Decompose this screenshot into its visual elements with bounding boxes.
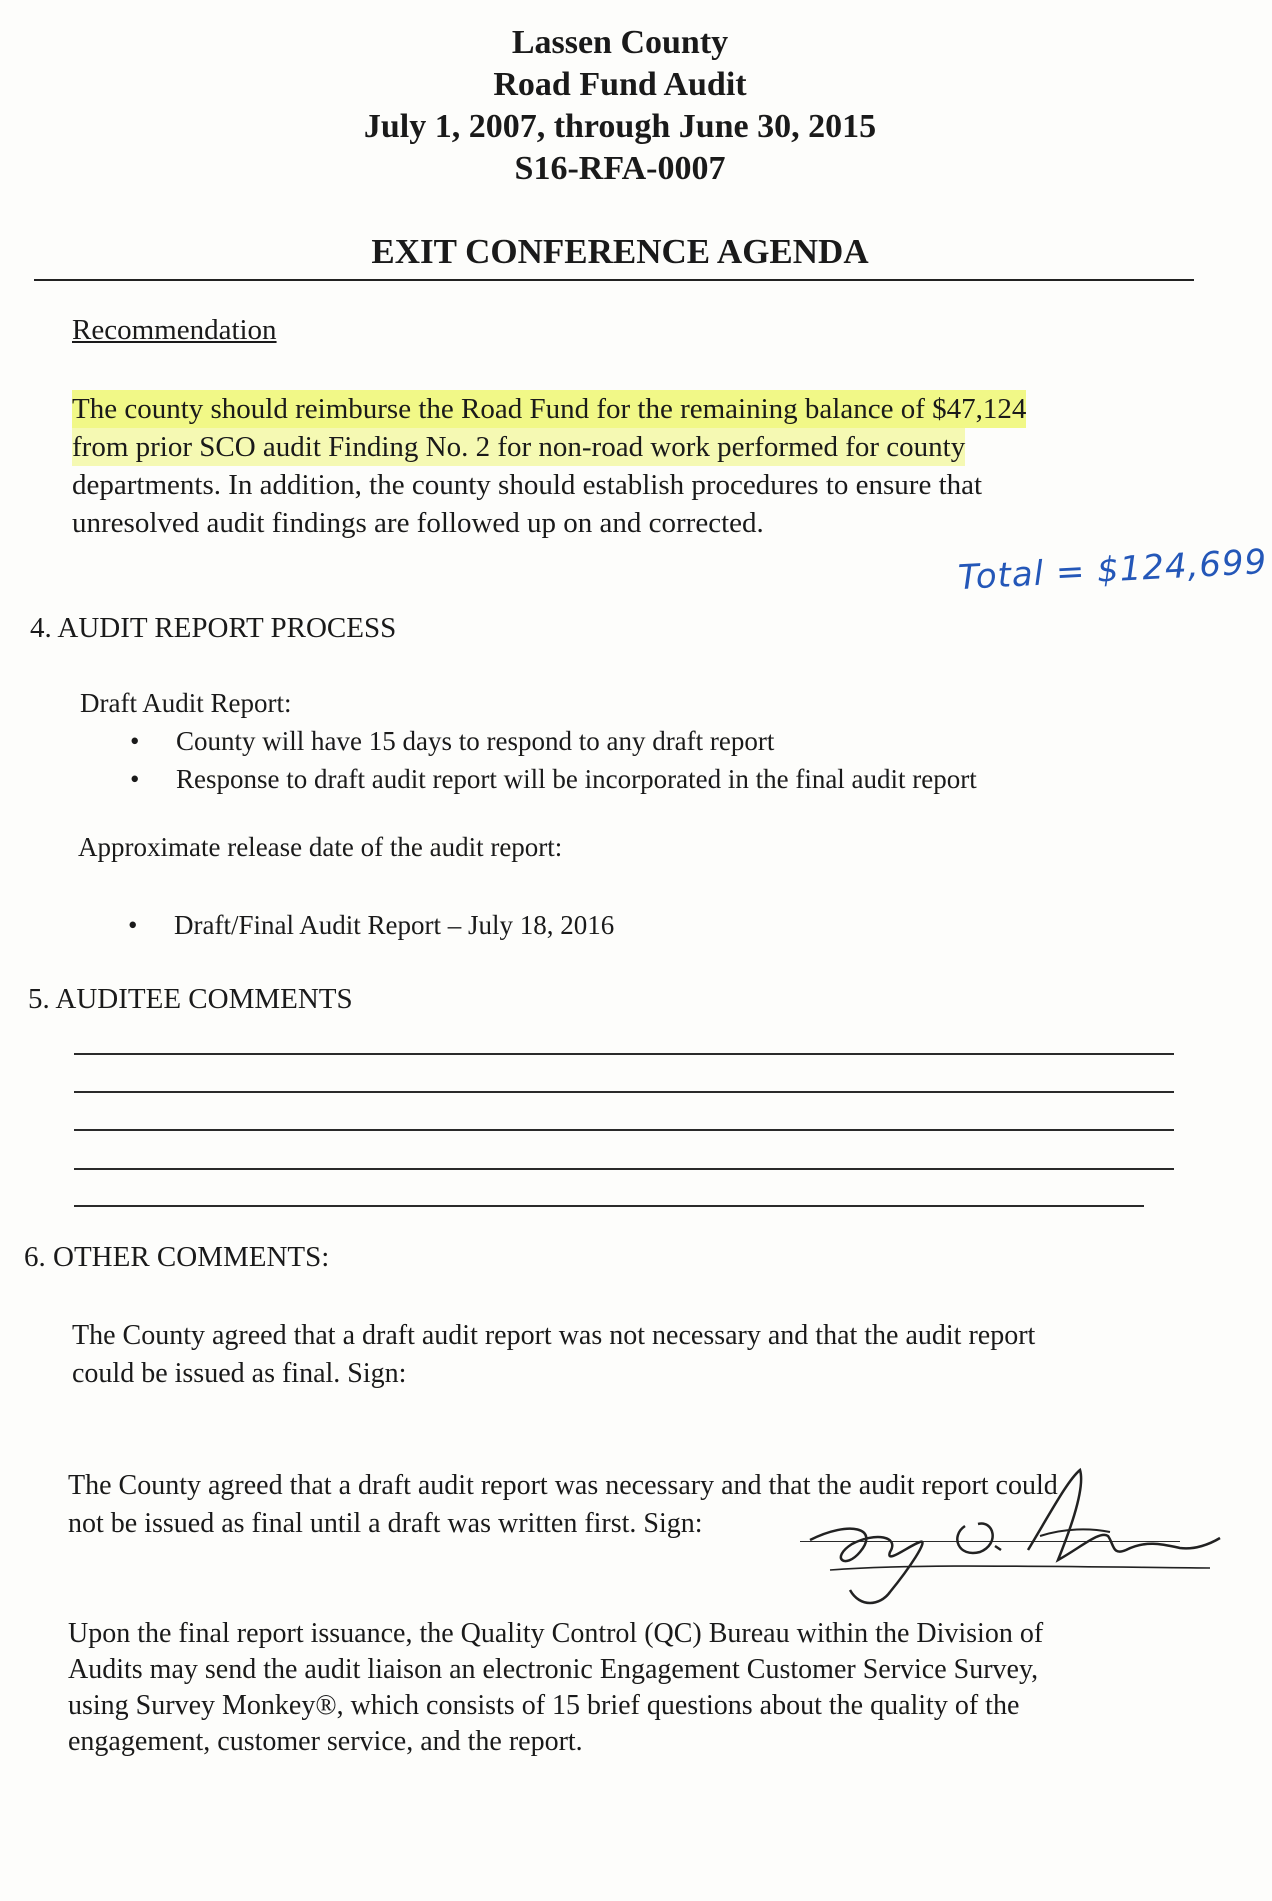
option-draft-line-2: not be issued as final until a draft was written first. Sign: bbox=[68, 1508, 703, 1539]
county-name: Lassen County bbox=[511, 24, 729, 61]
recommendation-line-4: unresolved audit findings are followed up on and corrected. bbox=[72, 507, 764, 539]
survey-line-2: Audits may send the audit liaison an electronic Engagement Customer Service Survey, bbox=[68, 1654, 1039, 1685]
release-date-bullet: • Draft/Final Audit Report – July 18, 2016 bbox=[174, 910, 614, 941]
option-no-draft bbox=[72, 1317, 1035, 1393]
recommendation-paragraph bbox=[72, 390, 1026, 542]
audit-period: July 1, 2007, through June 30, 2015 bbox=[363, 108, 877, 145]
bullet-item: • Response to draft audit report will be incorporated in the final audit report bbox=[176, 764, 977, 795]
survey-line-1: Upon the final report issuance, the Quality Control (QC) Bureau within the Division of bbox=[68, 1618, 1044, 1649]
section-4-heading: 4. AUDIT REPORT PROCESS bbox=[30, 612, 397, 644]
survey-line-4: engagement, customer service, and the report. bbox=[68, 1726, 583, 1757]
option-no-draft-line-1: The County agreed that a draft audit report was not necessary and that the audit report bbox=[72, 1320, 1036, 1351]
survey-line-3: using Survey Monkey®, which consists of 15 brief questions about the quality of the bbox=[68, 1690, 1020, 1721]
section-5-heading: 5. AUDITEE COMMENTS bbox=[28, 983, 353, 1015]
agenda-title: EXIT CONFERENCE AGENDA bbox=[371, 232, 869, 271]
option-draft-line-1: The County agreed that a draft audit report was necessary and that the audit report could bbox=[68, 1470, 1058, 1501]
document-header bbox=[0, 22, 1240, 190]
release-date-label: Approximate release date of the audit report: bbox=[78, 832, 563, 862]
audit-id: S16-RFA-0007 bbox=[514, 150, 726, 187]
bullet-item: • County will have 15 days to respond to any draft report bbox=[176, 726, 774, 757]
comment-line bbox=[74, 1168, 1174, 1170]
comment-line bbox=[74, 1091, 1174, 1093]
section-6-heading: 6. OTHER COMMENTS: bbox=[24, 1241, 330, 1273]
survey-paragraph bbox=[68, 1616, 1043, 1760]
comment-line bbox=[74, 1129, 1174, 1131]
recommendation-line-1: The county should reimburse the Road Fund for the remaining balance of $47,124 bbox=[72, 390, 1026, 428]
recommendation-heading: Recommendation bbox=[72, 314, 277, 346]
title-divider bbox=[34, 279, 1194, 281]
comment-line bbox=[74, 1053, 1174, 1055]
draft-report-label: Draft Audit Report: bbox=[80, 688, 292, 718]
audit-name: Road Fund Audit bbox=[493, 66, 747, 103]
comment-line bbox=[74, 1205, 1144, 1207]
option-no-draft-line-2: could be issued as final. Sign: bbox=[72, 1358, 407, 1389]
recommendation-line-3: departments. In addition, the county should establish procedures to ensure that bbox=[72, 469, 983, 501]
handwritten-signature bbox=[790, 1440, 1230, 1610]
recommendation-line-2: from prior SCO audit Finding No. 2 for non-road work performed for county bbox=[72, 428, 965, 466]
handwritten-total: Total = $124,699 bbox=[957, 541, 1269, 599]
